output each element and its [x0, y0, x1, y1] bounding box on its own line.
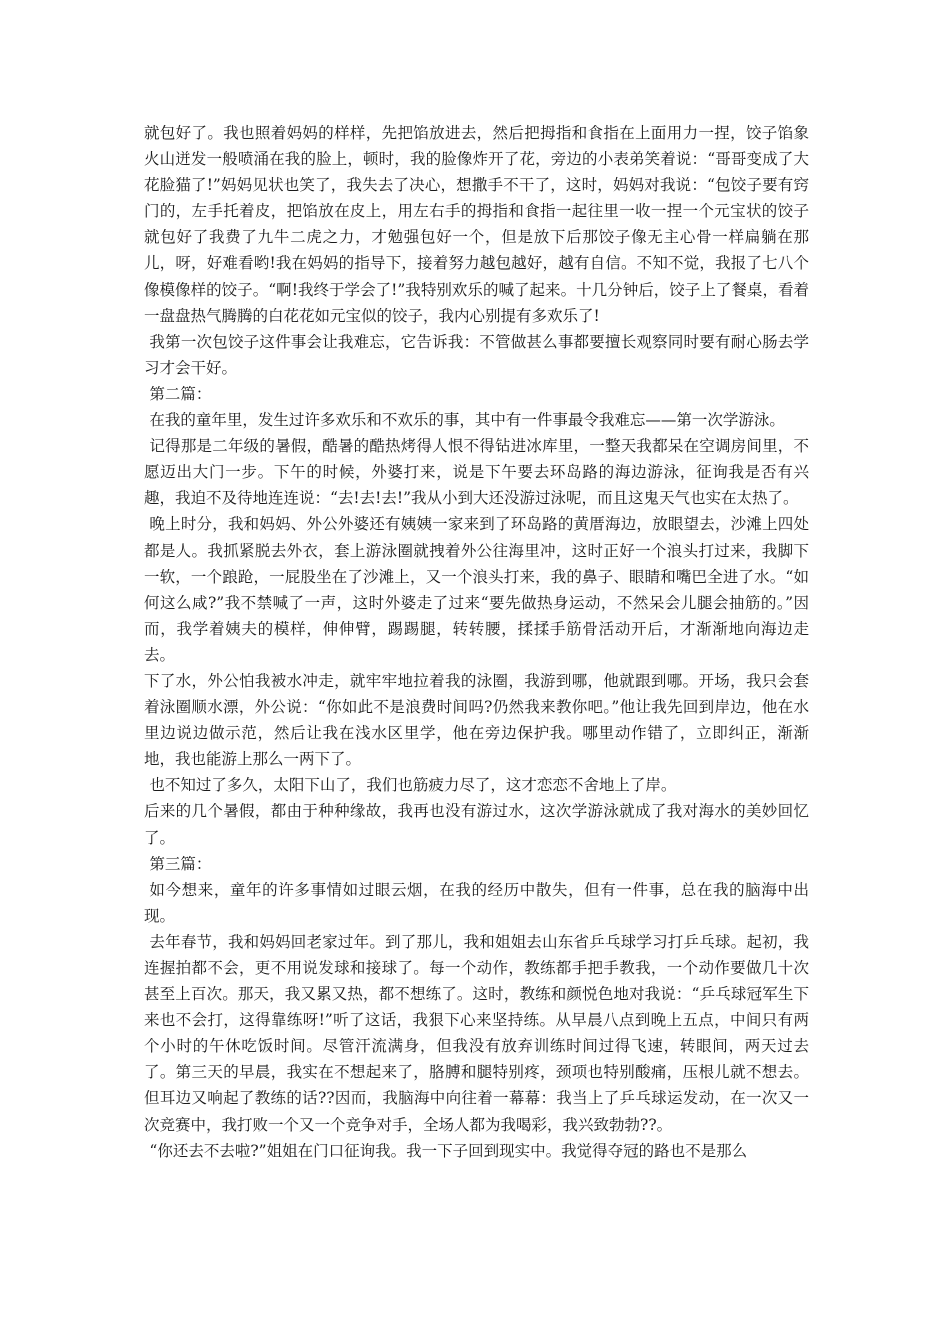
section-heading: 第三篇：	[149, 854, 212, 873]
paragraph: 我第一次包饺子这件事会让我难忘，它告诉我：不管做甚么事都要擅长观察同时要有耐心肠去学习才会干好。	[144, 332, 809, 377]
paragraph: 在我的童年里，发生过许多欢乐和不欢乐的事，其中有一件事最令我难忘——第一次学游泳。	[149, 411, 785, 430]
paragraph: 后来的几个暑假，都由于种种缘故，我再也没有游过水，这次学游泳就成了我对海水的美妙回忆了。	[144, 802, 809, 847]
document-page	[144, 120, 809, 1164]
paragraph: 去年春节，我和妈妈回老家过年。到了那儿，我和姐姐去山东省乒乓球学习打乒乓球。起初，我连握拍都不会，更不用说发球和接球了。每一个动作，教练都手把手教我，一个动作要做几十次甚至上百次。那天，我又累又热，都不想练了。这时，教练和颜悦色地对我说：“乒乓球冠军生下来也不会打，这得靠练呀!”听了这话，我狠下心来坚持练。从早晨八点到晚上五点，中间只有两个小时的午休吃饭时间。尽管汗流满身，但我没有放弃训练时间过得飞速，转眼间，两天过去了。第三天的早晨，我实在不想起来了，胳膊和腿特别疼，颈项也特别酸痛，压根儿就不想去。但耳边又响起了教练的话??因而，我脑海中向往着一幕幕：我当上了乒乓球运发动，在一次又一次竞赛中，我打败一个又一个竞争对手，全场人都为我喝彩，我兴致勃勃??。	[144, 932, 809, 1134]
paragraph: 记得那是二年级的暑假，酷暑的酷热烤得人恨不得钻进冰库里，一整天我都呆在空调房间里，不愿迈出大门一步。下午的时候，外婆打来，说是下午要去环岛路的海边游泳，征询我是否有兴趣，我迫不及待地连连说：“去!去!去!”我从小到大还没游过泳呢，而且这鬼天气也实在太热了。	[144, 437, 809, 508]
paragraph: 下了水，外公怕我被水冲走，就牢牢地拉着我的泳圈，我游到哪，他就跟到哪。开场，我只会套着泳圈顺水漂，外公说：“你如此不是浪费时间吗?仍然我来教你吧。”他让我先回到岸边，他在水里边说边做示范，然后让我在浅水区里学，他在旁边保护我。哪里动作错了，立即纠正，渐渐地，我也能游上那么一两下了。	[144, 671, 809, 769]
paragraph: 晚上时分，我和妈妈、外公外婆还有姨姨一家来到了环岛路的黄厝海边，放眼望去，沙滩上四处都是人。我抓紧脱去外衣，套上游泳圈就拽着外公往海里冲，这时正好一个浪头打过来，我脚下一软，一个踉跄，一屁股坐在了沙滩上，又一个浪头打来，我的鼻子、眼睛和嘴巴全进了水。“如何这么咸?”我不禁喊了一声，这时外婆走了过来“要先做热身运动，不然呆会儿腿会抽筋的。”因而，我学着姨夫的模样，伸伸臂，踢踢腿，转转腰，揉揉手筋骨活动开后，才渐渐地向海边走去。	[144, 515, 809, 664]
paragraph: 也不知过了多久，太阳下山了，我们也筋疲力尽了，这才恋恋不舍地上了岸。	[149, 776, 677, 795]
paragraph: 就包好了。我也照着妈妈的样样，先把馅放进去，然后把拇指和食指在上面用力一捏，饺子馅象火山迸发一般喷涌在我的脸上，顿时，我的脸像炸开了花，旁边的小表弟笑着说：“哥哥变成了大花脸猫了!”妈妈见状也笑了，我失去了决心，想撒手不干了，这时，妈妈对我说：“包饺子要有窍门的，左手托着皮，把馅放在皮上，用左右手的拇指和食指一起往里一收一捏一个元宝状的饺子就包好了我费了九牛二虎之力，才勉强包好一个，但是放下后那饺子像无主心骨一样扁躺在那儿，呀，好难看哟!我在妈妈的指导下，接着努力越包越好，越有自信。不知不觉，我报了七八个像模像样的饺子。“啊!我终于学会了!”我特别欢乐的喊了起来。十几分钟后，饺子上了餐桌，看着一盘盘热气腾腾的白花花如元宝似的饺子，我内心别提有多欢乐了!	[144, 124, 809, 325]
section-heading: 第二篇：	[149, 384, 212, 403]
paragraph: 如今想来，童年的许多事情如过眼云烟，在我的经历中散失，但有一件事，总在我的脑海中出现。	[144, 880, 809, 925]
paragraph: “你还去不去啦?”姐姐在门口征询我。我一下子回到现实中。我觉得夺冠的路也不是那么	[149, 1141, 748, 1160]
